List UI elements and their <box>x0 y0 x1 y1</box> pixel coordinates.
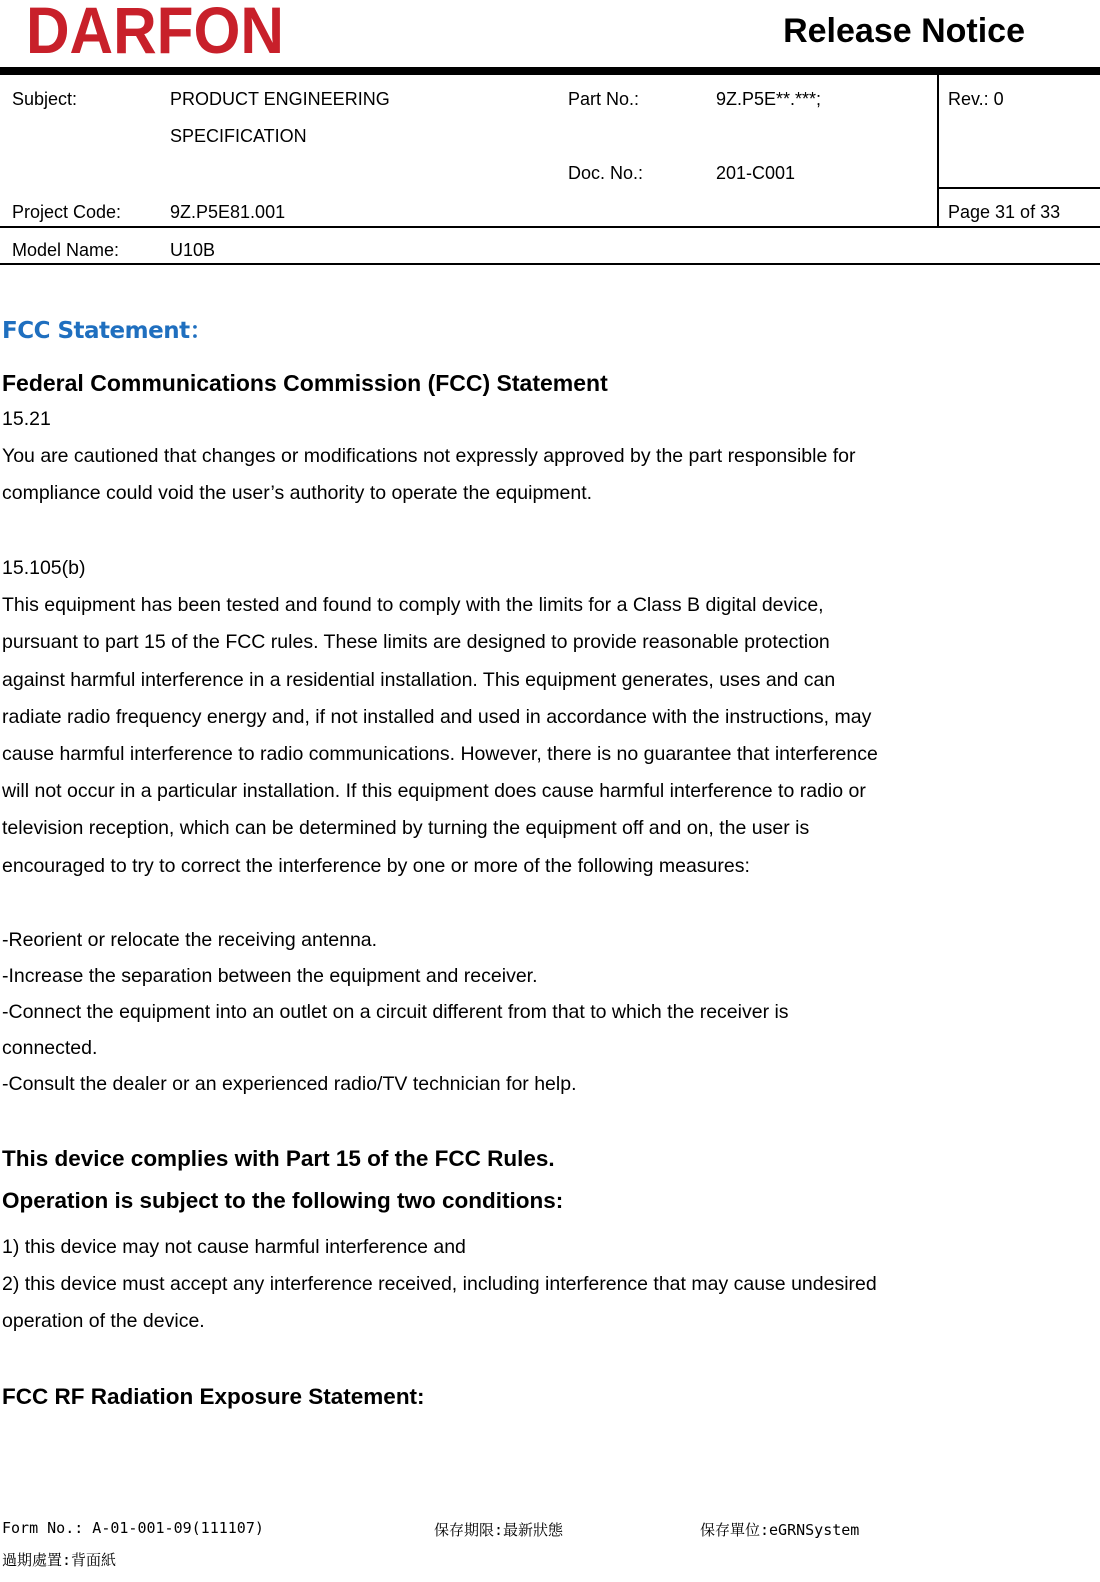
list-item: 2) this device must accept any interference received, including interference that may cause undesired <box>2 1273 877 1296</box>
paragraph-line: pursuant to part 15 of the FCC rules. These limits are designed to provide reasonable protection <box>2 631 830 654</box>
paragraph-line: This equipment has been tested and found to comply with the limits for a Class B digital device, <box>2 594 824 617</box>
table-row-divider-rev <box>937 187 1100 189</box>
list-item: operation of the device. <box>2 1310 205 1333</box>
rule-number: 15.105(b) <box>2 557 86 579</box>
section-title: FCC Statement： <box>2 318 213 344</box>
list-item: -Connect the equipment into an outlet on a circuit different from that to which the receiver is <box>2 1001 789 1023</box>
list-item: connected. <box>2 1037 98 1059</box>
darfon-logo <box>26 0 288 58</box>
list-item: -Consult the dealer or an experienced radio/TV technician for help. <box>2 1073 577 1095</box>
subject-value-line2: SPECIFICATION <box>170 126 307 146</box>
table-row-divider-project <box>0 226 1100 228</box>
retention-period: 保存期限:最新狀態 <box>434 1521 564 1539</box>
paragraph-line: compliance could void the user’s authority to operate the equipment. <box>2 482 593 505</box>
revision: Rev.: 0 <box>948 89 1004 109</box>
paragraph-line: You are cautioned that changes or modifications not expressly approved by the part responsible for <box>2 445 856 468</box>
conditions-list <box>2 1229 1062 1341</box>
doc-no-label: Doc. No.: <box>568 163 644 183</box>
paragraph-line: television reception, which can be determined by turning the equipment off and on, the user is <box>2 817 810 840</box>
list-item: -Reorient or relocate the receiving antenna. <box>2 929 378 951</box>
form-number: Form No.: A-01-001-09(111107) <box>2 1519 264 1537</box>
table-bottom-border <box>0 263 1100 265</box>
expiry-handling: 過期處置:背面紙 <box>2 1551 117 1569</box>
table-vertical-divider <box>937 75 939 227</box>
rule-15-105-block <box>2 550 1062 885</box>
logo-text: DARFON <box>26 0 284 58</box>
page-number: Page 31 of 33 <box>948 202 1061 222</box>
conditions-heading: Operation is subject to the following two conditions: <box>2 1188 564 1213</box>
part-no-value: 9Z.P5E**.***; <box>716 89 822 109</box>
complies-heading: This device complies with Part 15 of the FCC Rules. <box>2 1146 555 1171</box>
rule-number: 15.21 <box>2 408 51 430</box>
doc-no-value: 201-C001 <box>716 163 796 183</box>
header-divider <box>0 67 1100 75</box>
list-item: 1) this device may not cause harmful interference and <box>2 1236 466 1258</box>
part-no-label: Part No.: <box>568 89 640 109</box>
paragraph-line: radiate radio frequency energy and, if not installed and used in accordance with the instructions, may <box>2 705 872 728</box>
measures-list <box>2 922 1062 1102</box>
document-title: Release Notice <box>783 12 1025 50</box>
fcc-heading: Federal Communications Commission (FCC) Statement <box>2 370 608 396</box>
retention-unit: 保存單位:eGRNSystem <box>700 1521 860 1539</box>
subject-label: Subject: <box>12 89 78 109</box>
subject-value-line1: PRODUCT ENGINEERING <box>170 89 390 109</box>
project-code-value: 9Z.P5E81.001 <box>170 202 286 222</box>
rule-15-21-block <box>2 401 1062 513</box>
paragraph-line: encouraged to try to correct the interference by one or more of the following measures: <box>2 854 750 877</box>
paragraph-line: will not occur in a particular installation. If this equipment does cause harmful interference to radio or <box>2 780 866 803</box>
rf-heading: FCC RF Radiation Exposure Statement: <box>2 1384 425 1409</box>
paragraph-line: against harmful interference in a residential installation. This equipment generates, uses and can <box>2 668 836 691</box>
list-item: -Increase the separation between the equipment and receiver. <box>2 965 538 987</box>
model-name-value: U10B <box>170 240 216 260</box>
paragraph-line: cause harmful interference to radio communications. However, there is no guarantee that interference <box>2 742 878 765</box>
project-code-label: Project Code: <box>12 202 122 222</box>
model-name-label: Model Name: <box>12 240 120 260</box>
